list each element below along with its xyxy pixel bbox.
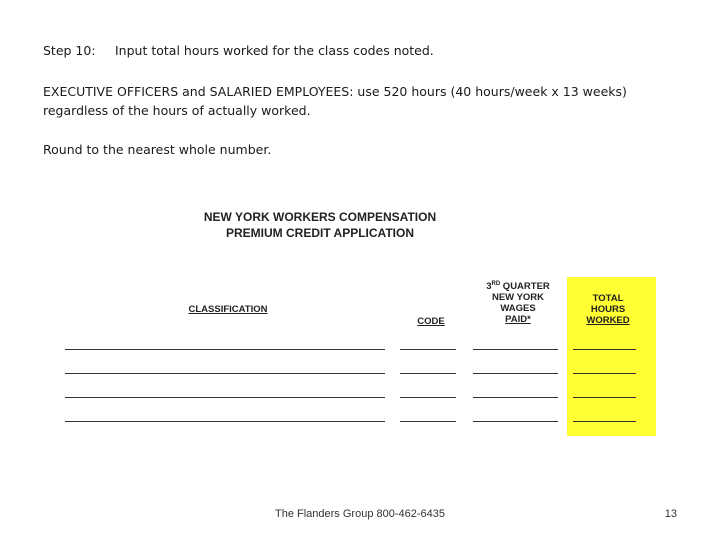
- code-field[interactable]: [400, 397, 456, 398]
- note-line-2: regardless of the hours of actually worked.: [43, 103, 311, 118]
- step-instruction: Input total hours worked for the class codes noted.: [115, 43, 434, 58]
- wages-field[interactable]: [473, 421, 558, 422]
- hours-header-line-1: TOTAL: [592, 293, 624, 304]
- wages-paid-header: [473, 281, 563, 325]
- wages-field[interactable]: [473, 373, 558, 374]
- code-header: CODE: [417, 316, 445, 327]
- note-line-1: EXECUTIVE OFFICERS and SALARIED EMPLOYEES: use 520 hours (40 hours/week x 13 weeks): [43, 84, 627, 99]
- total-hours-field[interactable]: [573, 373, 636, 374]
- classification-field[interactable]: [65, 421, 385, 422]
- code-field[interactable]: [400, 349, 456, 350]
- form-title-line-1: NEW YORK WORKERS COMPENSATION: [203, 210, 437, 224]
- executive-officers-note: [43, 82, 627, 120]
- hours-header-line-2: HOURS: [590, 304, 626, 315]
- wages-field[interactable]: [473, 349, 558, 350]
- form-title-line-2: PREMIUM CREDIT APPLICATION: [226, 226, 414, 240]
- total-hours-field[interactable]: [573, 397, 636, 398]
- total-hours-header: [570, 293, 646, 326]
- footer-company: The Flanders Group 800-462-6435: [275, 508, 445, 520]
- wages-header-line-2: NEW YORK: [491, 292, 545, 303]
- rounding-note: Round to the nearest whole number.: [43, 142, 272, 157]
- wages-header-line-1: 3RD QUARTER: [486, 280, 550, 292]
- hours-header-line-3: WORKED: [586, 315, 630, 326]
- code-field[interactable]: [400, 373, 456, 374]
- wages-header-line-4: PAID*: [505, 314, 531, 325]
- step-label: Step 10:: [43, 43, 96, 58]
- total-hours-field[interactable]: [573, 349, 636, 350]
- wages-header-line-3: WAGES: [500, 303, 536, 314]
- code-field[interactable]: [400, 421, 456, 422]
- total-hours-field[interactable]: [573, 421, 636, 422]
- classification-field[interactable]: [65, 397, 385, 398]
- classification-header: CLASSIFICATION: [188, 304, 268, 315]
- wages-field[interactable]: [473, 397, 558, 398]
- page-number: 13: [664, 508, 677, 520]
- classification-field[interactable]: [65, 349, 385, 350]
- classification-field[interactable]: [65, 373, 385, 374]
